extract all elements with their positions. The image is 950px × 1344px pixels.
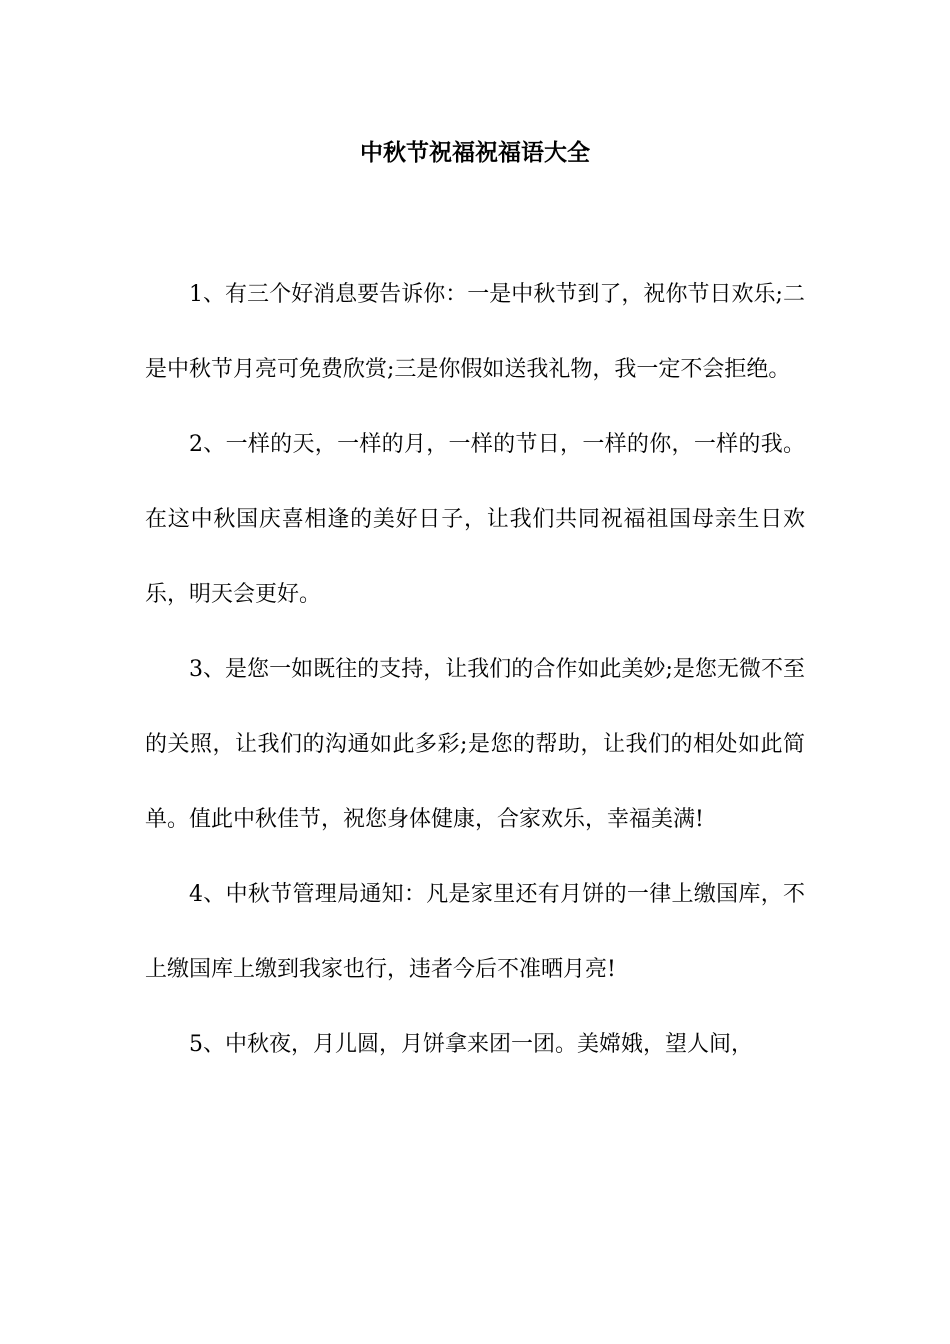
paragraph-3: 3、是您一如既往的支持，让我们的合作如此美妙;是您无微不至的关照，让我们的沟通如此多彩;是您的帮助，让我们的相处如此简单。值此中秋佳节，祝您身体健康，合家欢乐，幸福美满! xyxy=(145,657,805,832)
paragraph-5: 5、中秋夜，月儿圆，月饼拿来团一团。美嫦娥，望人间， xyxy=(189,1032,753,1057)
document-title: 中秋节祝福祝福语大全 xyxy=(360,140,590,166)
paragraph-1: 1、有三个好消息要告诉你：一是中秋节到了，祝你节日欢乐;二是中秋节月亮可免费欣赏;三是你假如送我礼物，我一定不会拒绝。 xyxy=(145,282,805,382)
paragraph-4: 4、中秋节管理局通知：凡是家里还有月饼的一律上缴国库，不上缴国库上缴到我家也行，违者今后不准晒月亮! xyxy=(145,882,805,982)
document-body xyxy=(145,257,805,1082)
paragraph-2: 2、一样的天，一样的月，一样的节日，一样的你，一样的我。在这中秋国庆喜相逢的美好日子，让我们共同祝福祖国母亲生日欢乐，明天会更好。 xyxy=(145,432,805,607)
